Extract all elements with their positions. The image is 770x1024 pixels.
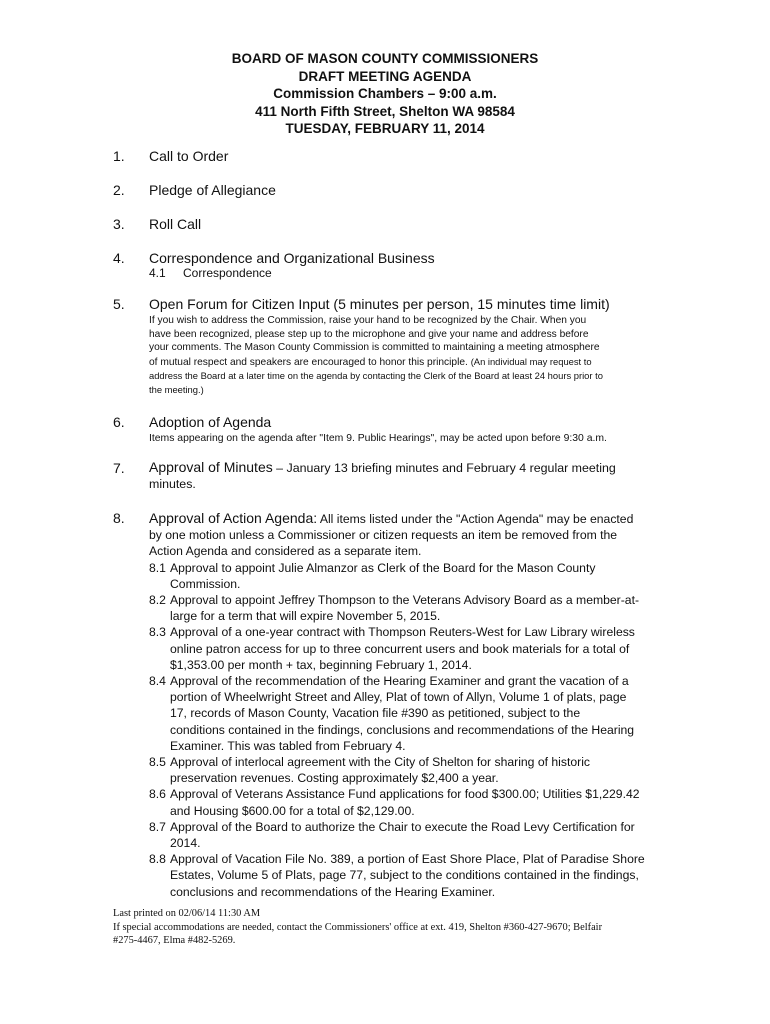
- sub-item-line: 17, records of Mason County, Vacation file #390 as petitioned, subject to the: [170, 706, 581, 721]
- item-title: Adoption of Agenda: [149, 414, 272, 430]
- adoption-note: Items appearing on the agenda after "Item 9. Public Hearings", may be acted upon before 9:30 a.m.: [149, 433, 607, 444]
- sub-item-line: preservation revenues. Costing approximately $2,400 a year.: [170, 771, 499, 786]
- intro-line: by one motion unless a Commissioner or citizen requests an item be removed from the: [149, 528, 618, 543]
- item-title: Roll Call: [149, 216, 202, 232]
- sub-item-8-6: [149, 786, 669, 818]
- agenda-item-2: [0, 182, 770, 216]
- item-number: 6.: [113, 414, 125, 430]
- open-forum-instructions: [149, 314, 669, 397]
- header-board-name: BOARD OF MASON COUNTY COMMISSIONERS: [231, 51, 539, 66]
- intro-line: Action Agenda and considered as a separate item.: [149, 544, 422, 559]
- sub-item-line: Approval of the recommendation of the Hearing Examiner and grant the vacation of a: [170, 674, 629, 689]
- sub-item-line: 2014.: [170, 836, 201, 851]
- note-line: address the Board at a later time on the agenda by contacting the Clerk of the Board at least 24 hours prior to: [149, 370, 603, 382]
- item-title-lead: Approval of Action Agenda:: [149, 510, 318, 526]
- item-title: Open Forum for Citizen Input (5 minutes per person, 15 minutes time limit): [149, 296, 610, 312]
- note-line: of mutual respect and speakers are encouraged to honor this principle.: [149, 356, 468, 368]
- item-title-lead: Approval of Minutes: [149, 459, 273, 475]
- agenda-item-1: [0, 148, 770, 182]
- item-number: 4.: [113, 250, 125, 266]
- note-line: If you wish to address the Commission, raise your hand to be recognized by the Chair. When you: [149, 315, 587, 326]
- sub-item-number: 8.1: [149, 560, 166, 575]
- item-number: 3.: [113, 216, 125, 232]
- sub-item-8-3: [149, 624, 669, 673]
- last-printed: Last printed on 02/06/14 11:30 AM: [113, 908, 261, 919]
- agenda-item-3: [0, 216, 770, 250]
- item-number: 8.: [113, 510, 125, 526]
- sub-item-number: 8.7: [149, 819, 166, 834]
- sub-item-line: Examiner. This was tabled from February 4.: [170, 738, 406, 753]
- note-line: the meeting.): [149, 383, 204, 395]
- item-number: 1.: [113, 148, 125, 164]
- sub-item-number: 4.1: [149, 266, 166, 280]
- item-title: Correspondence and Organizational Business: [149, 250, 435, 266]
- sub-item-line: online patron access for up to three concurrent users and book materials for a total of: [170, 641, 630, 656]
- sub-item-line: Approval of Vacation File No. 389, a portion of East Shore Place, Plat of Paradise Shore: [170, 852, 645, 867]
- header-doc-title: DRAFT MEETING AGENDA: [298, 68, 472, 84]
- agenda-item-8: [0, 510, 770, 900]
- sub-item-line: Approval to appoint Julie Almanzor as Clerk of the Board for the Mason County: [170, 560, 596, 575]
- item-title: [149, 460, 659, 492]
- item-number: 7.: [113, 460, 125, 476]
- item-number: 5.: [113, 296, 125, 312]
- item-title-rest: minutes.: [149, 476, 196, 491]
- sub-item-number: 8.6: [149, 787, 166, 802]
- agenda-items: [0, 148, 770, 900]
- sub-item-line: Approval of interlocal agreement with the City of Shelton for sharing of historic: [170, 755, 591, 770]
- sub-item-line: Approval of the Board to authorize the Chair to execute the Road Levy Certification for: [170, 819, 635, 834]
- sub-item-line: portion of Wheelwright Street and Alley, Plat of town of Allyn, Volume 1 of plats, page: [170, 690, 627, 705]
- header-address: 411 North Fifth Street, Shelton WA 98584: [255, 103, 515, 119]
- header-location-time: Commission Chambers – 9:00 a.m.: [273, 86, 497, 101]
- item-title-rest: – January 13 briefing minutes and February 4 regular meeting: [272, 461, 616, 475]
- sub-item-4-1: [149, 266, 659, 280]
- sub-item-line: and Housing $600.00 for a total of $2,129.00.: [170, 803, 415, 818]
- sub-item-number: 8.8: [149, 852, 166, 867]
- accommodations-note-cont: #275-4467, Elma #482-5269.: [113, 935, 236, 946]
- sub-item-line: Estates, Volume 5 of Plats, page 77, subject to the conditions contained in the findings,: [170, 868, 639, 883]
- sub-item-8-4: [149, 673, 669, 754]
- sub-item-8-5: [149, 754, 669, 786]
- sub-item-number: 8.2: [149, 593, 166, 608]
- sub-item-text: Correspondence: [183, 266, 272, 280]
- note-line: your comments. The Mason County Commission is committed to maintaining a meeting atmosphere: [149, 342, 600, 354]
- sub-item-line: Approval of Veterans Assistance Fund applications for food $300.00; Utilities $1,229.42: [170, 787, 640, 802]
- agenda-header: [0, 50, 770, 138]
- agenda-item-5: [0, 296, 770, 414]
- item-title: Call to Order: [149, 148, 229, 164]
- note-line: (An individual may request to: [470, 355, 592, 367]
- sub-item-8-2: [149, 592, 669, 624]
- intro-line: All items listed under the "Action Agenda" may be enacted: [317, 512, 634, 526]
- sub-item-number: 8.4: [149, 674, 166, 689]
- action-agenda-intro: [149, 510, 669, 560]
- sub-item-line: $1,353.00 per month + tax, beginning February 1, 2014.: [170, 657, 472, 672]
- agenda-item-7: [0, 460, 770, 510]
- agenda-item-4: [0, 250, 770, 296]
- sub-item-line: conclusions and recommendations of the Hearing Examiner.: [170, 884, 496, 899]
- item-title: Pledge of Allegiance: [149, 182, 276, 198]
- item-number: 2.: [113, 182, 125, 198]
- sub-item-line: Approval of a one-year contract with Thompson Reuters-West for Law Library wireless: [170, 625, 635, 640]
- sub-item-number: 8.3: [149, 625, 166, 640]
- sub-item-line: conditions contained in the findings, conclusions and recommendations of the Hearing: [170, 722, 635, 737]
- sub-item-line: Commission.: [170, 576, 241, 591]
- agenda-item-6: [0, 414, 770, 460]
- sub-item-8-7: [149, 819, 669, 851]
- note-line: have been recognized, please step up to the microphone and give your name and address before: [149, 328, 589, 340]
- page-footer: [113, 907, 673, 948]
- sub-item-number: 8.5: [149, 755, 166, 770]
- header-date: TUESDAY, FEBRUARY 11, 2014: [285, 121, 485, 136]
- accommodations-note: If special accommodations are needed, contact the Commissioners' office at ext. 419, Shelton #360-427-9670; Belfair: [113, 921, 603, 933]
- sub-item-8-8: [149, 851, 669, 900]
- sub-item-line: large for a term that will expire November 5, 2015.: [170, 609, 441, 624]
- sub-item-line: Approval to appoint Jeffrey Thompson to the Veterans Advisory Board as a member-at-: [170, 593, 640, 608]
- sub-item-8-1: [149, 560, 669, 592]
- action-agenda-subitems: [149, 560, 669, 900]
